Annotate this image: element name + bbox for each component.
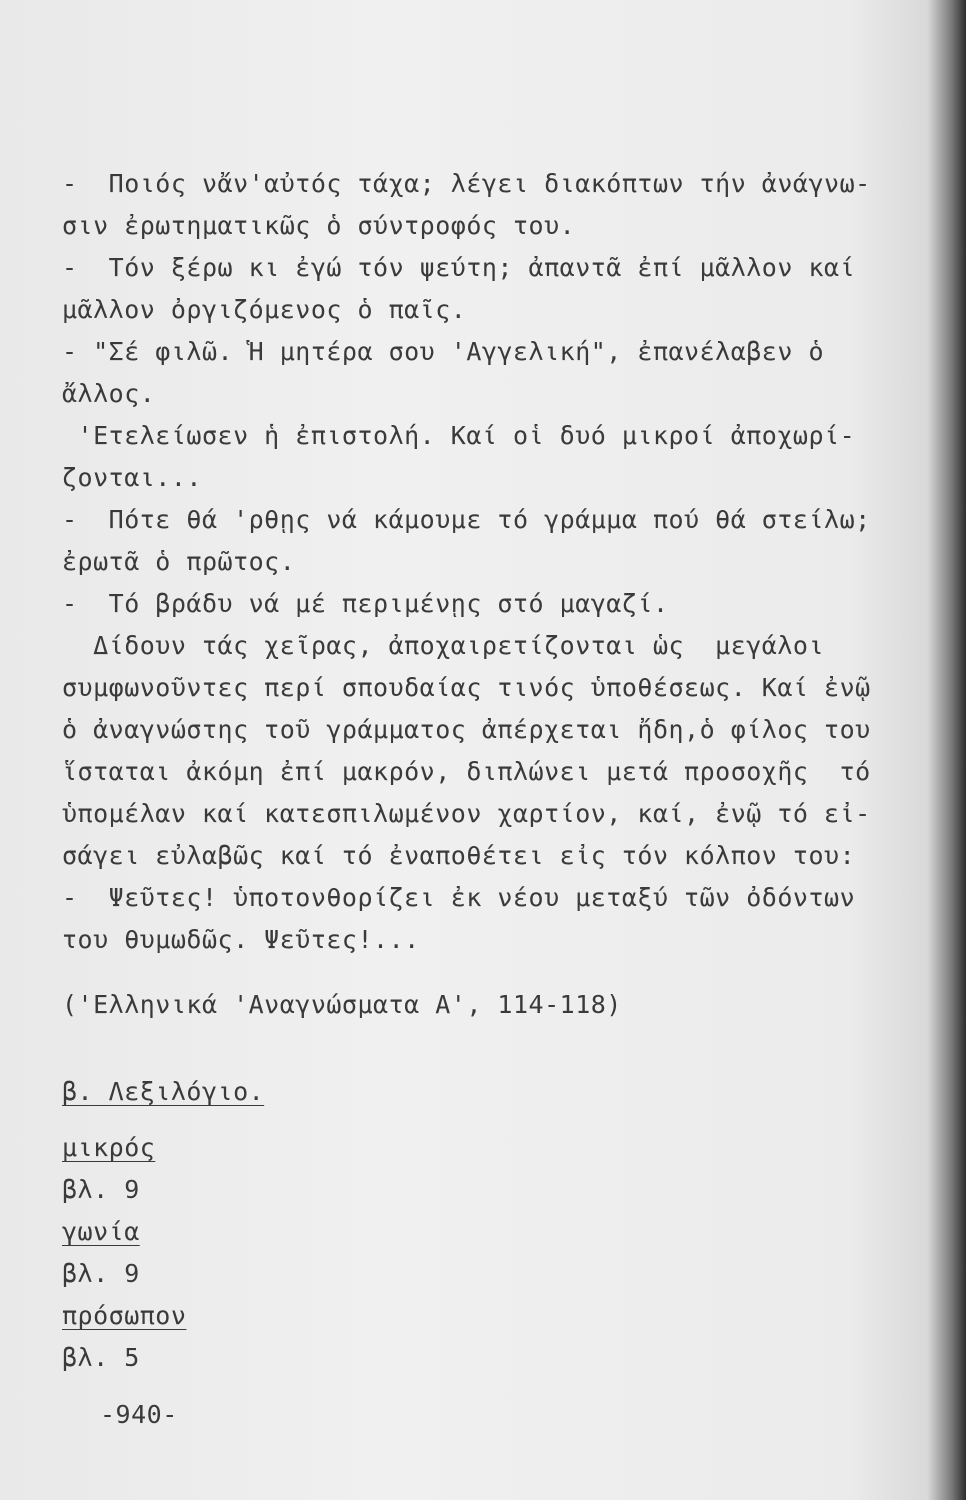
text-line: - Ποιός νἄν'αὐτός τάχα; λέγει διακόπτων τήν ἀνάγνω- bbox=[62, 169, 871, 198]
text-line: σάγει εὐλαβῶς καί τό ἐναποθέτει εἰς τόν κόλπον του: bbox=[62, 841, 856, 870]
text-line: Δίδουν τάς χεῖρας, ἀποχαιρετίζονται ὡς μεγάλοι bbox=[62, 631, 825, 660]
text-line: - Πότε θά 'ρθῃς νά κάμουμε τό γράμμα πού θά στείλω; bbox=[62, 505, 871, 534]
text-line: ὁ ἀναγνώστης τοῦ γράμματος ἀπέρχεται ἤδη,ὁ φίλος του bbox=[62, 715, 871, 744]
text-line: συμφωνοῦντες περί σπουδαίας τινός ὑποθέσεως. Καί ἐνῷ bbox=[62, 673, 871, 702]
vocab-ref: βλ. 5 bbox=[62, 1343, 140, 1372]
text-line: σιν ἐρωτηματικῶς ὁ σύντροφός του. bbox=[62, 211, 576, 240]
text-line: του θυμωδῶς. Ψεῦτες!... bbox=[62, 925, 420, 954]
vocab-word: γωνία bbox=[62, 1217, 140, 1246]
text-line: - Τόν ξέρω κι ἐγώ τόν ψεύτη; ἀπαντᾶ ἐπί μᾶλλον καί bbox=[62, 253, 856, 282]
section-heading: β. Λεξιλόγιο. bbox=[62, 1077, 265, 1106]
vocab-ref: βλ. 9 bbox=[62, 1175, 140, 1204]
text-line: μᾶλλον ὀργιζόμενος ὁ παῖς. bbox=[62, 295, 467, 324]
text-line: ἐρωτᾶ ὁ πρῶτος. bbox=[62, 547, 296, 576]
text-line: ὑπομέλαν καί κατεσπιλωμένον χαρτίον, καί, ἐνῷ τό εἰ- bbox=[62, 799, 871, 828]
text-line: ἵσταται ἀκόμη ἐπί μακρόν, διπλώνει μετά προσοχῆς τό bbox=[62, 757, 871, 786]
text-line: ζονται... bbox=[62, 463, 202, 492]
vocab-word: πρόσωπον bbox=[62, 1301, 187, 1330]
vocab-word: μικρός bbox=[62, 1133, 156, 1162]
citation: ('Ελληνικά 'Αναγνώσματα Α', 114-118) bbox=[62, 990, 622, 1019]
text-line: - Τό βράδυ νά μέ περιμένῃς στό μαγαζί. bbox=[62, 589, 669, 618]
text-line: ἄλλος. bbox=[62, 379, 156, 408]
page-number: -940- bbox=[100, 1400, 178, 1429]
vocab-ref: βλ. 9 bbox=[62, 1259, 140, 1288]
text-line: 'Ετελείωσεν ἡ ἐπιστολή. Καί οἱ δυό μικροί ἀποχωρί- bbox=[62, 421, 856, 450]
text-line: - "Σέ φιλῶ. Ἡ μητέρα σου 'Αγγελική", ἐπανέλαβεν ὁ bbox=[62, 337, 825, 366]
text-line: - Ψεῦτες! ὑποτονθορίζει ἐκ νέου μεταξύ τῶν ὀδόντων bbox=[62, 883, 856, 912]
